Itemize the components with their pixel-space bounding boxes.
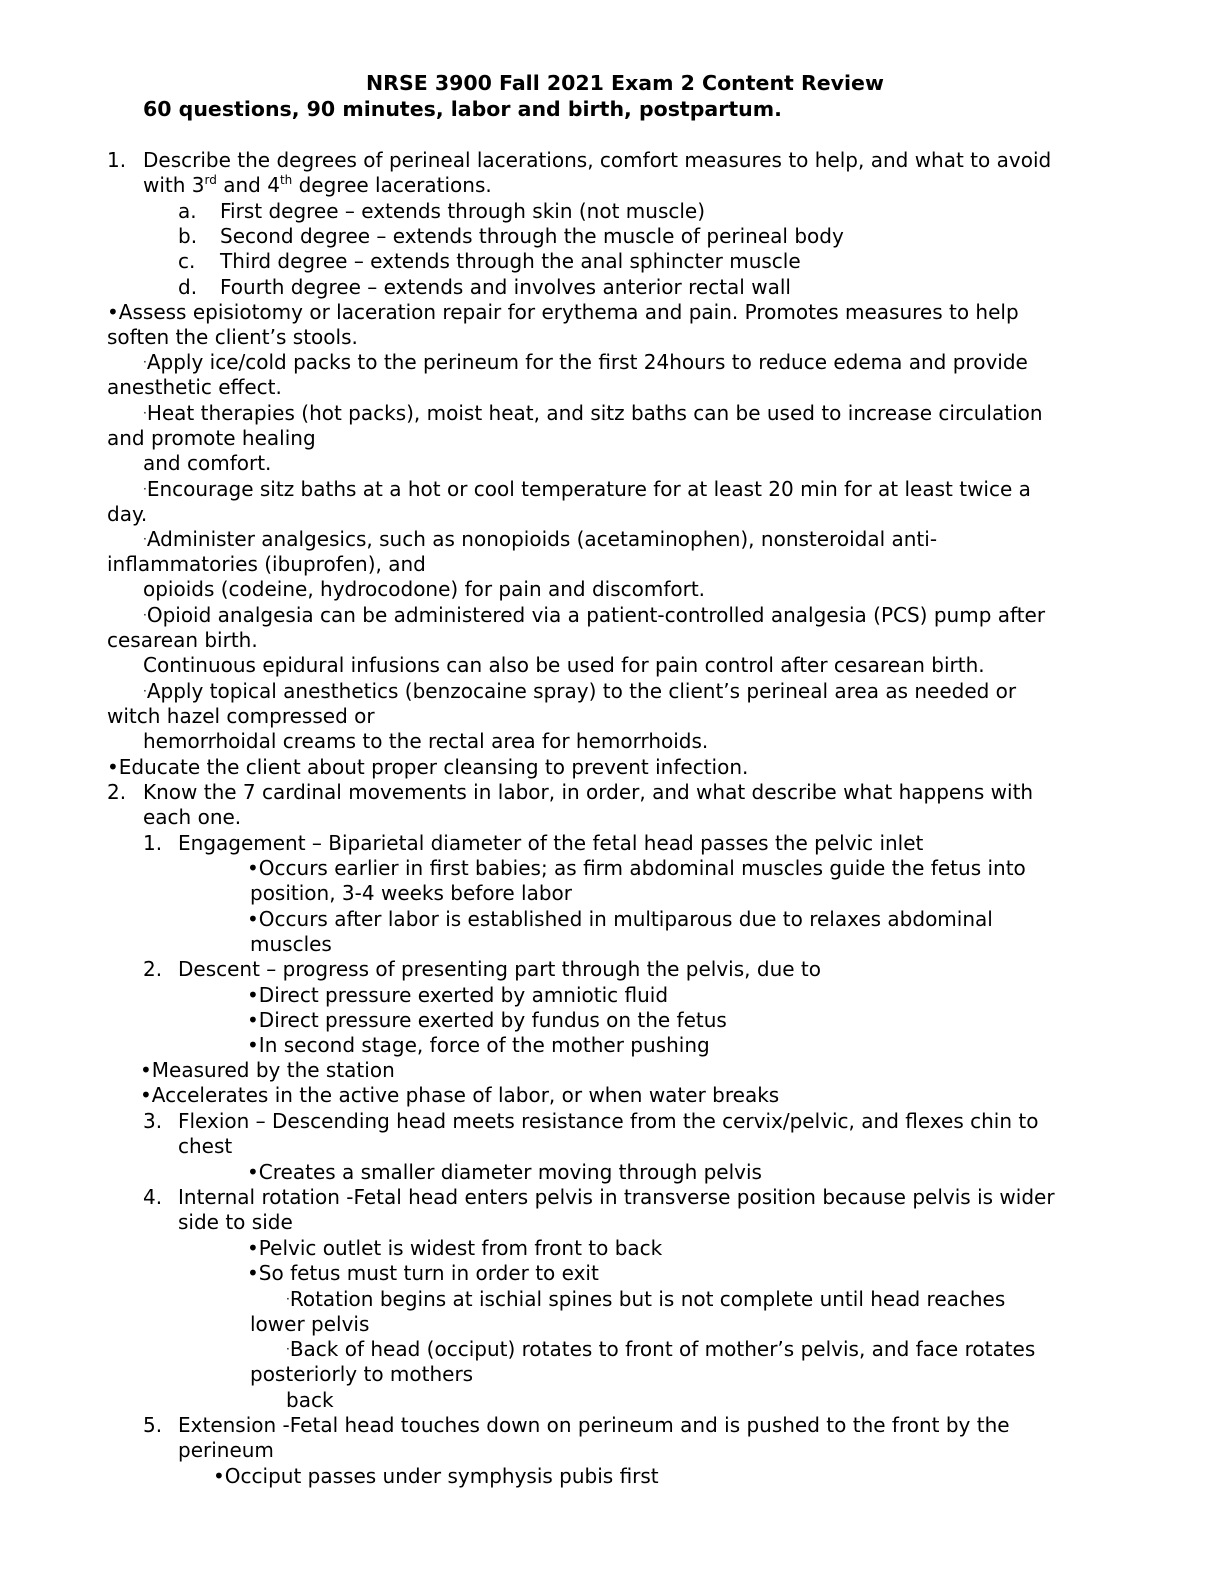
bullet-icon: • xyxy=(247,1261,259,1285)
measure-epidural: Continuous epidural infusions can also be used for pain control after cesarean birth. xyxy=(143,653,985,677)
question-2-text: Know the 7 cardinal movements in labor, in order, and what describe what happens with xyxy=(143,780,1034,804)
middot-icon: · xyxy=(143,406,147,420)
descent-bullet: •In second stage, force of the mother pushing xyxy=(247,1033,710,1057)
degree-marker: d. xyxy=(178,275,198,299)
engagement-bullet-cont: position, 3-4 weeks before labor xyxy=(250,881,572,905)
bullet-icon: • xyxy=(247,1008,259,1032)
measure-heat-cont: and promote healing xyxy=(107,426,316,450)
bullet-icon: • xyxy=(247,983,259,1007)
middot-icon: · xyxy=(286,1292,290,1306)
movement-number: 1. xyxy=(143,831,163,855)
measure-analgesics-cont: inflammatories (ibuprofen), and xyxy=(107,552,426,576)
bullet-icon: • xyxy=(107,300,119,324)
measure-topical-cont: witch hazel compressed or xyxy=(107,704,375,728)
flexion-bullet: •Creates a smaller diameter moving through pelvis xyxy=(247,1160,762,1184)
degree-marker: b. xyxy=(178,224,198,248)
question-2-number: 2. xyxy=(107,780,127,804)
rotation-sub-item-cont: lower pelvis xyxy=(250,1312,370,1336)
measure-heat-cont: and comfort. xyxy=(143,451,272,475)
movement-descent: Descent – progress of presenting part through the pelvis, due to xyxy=(178,957,821,981)
movement-flexion: Flexion – Descending head meets resistance from the cervix/pelvic, and flexes chin to xyxy=(178,1109,1039,1133)
bullet-icon: • xyxy=(247,907,259,931)
measure-analgesics-cont: opioids (codeine, hydrocodone) for pain and discomfort. xyxy=(143,577,706,601)
extension-bullet: •Occiput passes under symphysis pubis first xyxy=(213,1464,659,1488)
engagement-bullet: •Occurs after labor is established in multiparous due to relaxes abdominal xyxy=(247,907,993,931)
page-title: NRSE 3900 Fall 2021 Exam 2 Content Review xyxy=(366,71,884,95)
assess-bullet: •Assess episiotomy or laceration repair for erythema and pain. Promotes measures to help xyxy=(107,300,1019,324)
movement-extension-cont: perineum xyxy=(178,1438,274,1462)
bullet-icon: • xyxy=(107,755,119,779)
movement-number: 2. xyxy=(143,957,163,981)
descent-bullet: •Accelerates in the active phase of labor, or when water breaks xyxy=(140,1083,780,1107)
rotation-sub-item: ·Back of head (occiput) rotates to front of mother’s pelvis, and face rotates xyxy=(286,1337,1036,1361)
measure-heat: ·Heat therapies (hot packs), moist heat, and sitz baths can be used to increase circulation xyxy=(143,401,1043,425)
rotation-bullet: •Pelvic outlet is widest from front to back xyxy=(247,1236,663,1260)
movement-internal-rotation-cont: side to side xyxy=(178,1210,293,1234)
middot-icon: · xyxy=(143,684,147,698)
degree-third: Third degree – extends through the anal sphincter muscle xyxy=(220,249,801,273)
measure-analgesics: ·Administer analgesics, such as nonopioids (acetaminophen), nonsteroidal anti- xyxy=(143,527,938,551)
measure-opioid: ·Opioid analgesia can be administered via a patient-controlled analgesia (PCS) pump after xyxy=(143,603,1046,627)
movement-extension: Extension -Fetal head touches down on perineum and is pushed to the front by the xyxy=(178,1413,1010,1437)
descent-bullet: •Direct pressure exerted by fundus on the fetus xyxy=(247,1008,727,1032)
movement-number: 4. xyxy=(143,1185,163,1209)
question-1-text: Describe the degrees of perineal lacerations, comfort measures to help, and what to avoid xyxy=(143,148,1052,172)
movement-engagement: Engagement – Biparietal diameter of the fetal head passes the pelvic inlet xyxy=(178,831,924,855)
rotation-sub-item: ·Rotation begins at ischial spines but is not complete until head reaches xyxy=(286,1287,1006,1311)
degree-fourth: Fourth degree – extends and involves anterior rectal wall xyxy=(220,275,791,299)
rotation-sub-item-cont: back xyxy=(286,1388,334,1412)
question-1-number: 1. xyxy=(107,148,127,172)
movement-number: 3. xyxy=(143,1109,163,1133)
degree-marker: c. xyxy=(178,249,196,273)
measure-ice: ·Apply ice/cold packs to the perineum for the first 24hours to reduce edema and provide xyxy=(143,350,1028,374)
middot-icon: · xyxy=(143,608,147,622)
engagement-bullet: •Occurs earlier in first babies; as firm abdominal muscles guide the fetus into xyxy=(247,856,1026,880)
rotation-bullet: •So fetus must turn in order to exit xyxy=(247,1261,599,1285)
descent-bullet: •Measured by the station xyxy=(140,1058,395,1082)
bullet-icon: • xyxy=(140,1083,152,1107)
degree-marker: a. xyxy=(178,199,197,223)
question-1-text-cont: with 3rd and 4th degree lacerations. xyxy=(143,173,492,197)
degree-second: Second degree – extends through the muscle of perineal body xyxy=(220,224,844,248)
measure-ice-cont: anesthetic effect. xyxy=(107,375,282,399)
middot-icon: · xyxy=(143,355,147,369)
measure-topical-cont: hemorrhoidal creams to the rectal area for hemorrhoids. xyxy=(143,729,709,753)
measure-topical: ·Apply topical anesthetics (benzocaine spray) to the client’s perineal area as needed or xyxy=(143,679,1017,703)
movement-internal-rotation: Internal rotation -Fetal head enters pelvis in transverse position because pelvis is wider xyxy=(178,1185,1055,1209)
movement-flexion-cont: chest xyxy=(178,1134,233,1158)
bullet-icon: • xyxy=(247,1160,259,1184)
educate-bullet: •Educate the client about proper cleansing to prevent infection. xyxy=(107,755,749,779)
measure-sitz-cont: day. xyxy=(107,502,148,526)
engagement-bullet-cont: muscles xyxy=(250,932,332,956)
degree-first: First degree – extends through skin (not muscle) xyxy=(220,199,706,223)
bullet-icon: • xyxy=(247,1033,259,1057)
middot-icon: · xyxy=(143,532,147,546)
bullet-icon: • xyxy=(213,1464,225,1488)
descent-bullet: •Direct pressure exerted by amniotic fluid xyxy=(247,983,669,1007)
bullet-icon: • xyxy=(140,1058,152,1082)
bullet-icon: • xyxy=(247,856,259,880)
question-2-text-cont: each one. xyxy=(143,805,242,829)
measure-sitz: ·Encourage sitz baths at a hot or cool temperature for at least 20 min for at least twice a xyxy=(143,477,1031,501)
assess-bullet-cont: soften the client’s stools. xyxy=(107,325,358,349)
bullet-icon: • xyxy=(247,1236,259,1260)
middot-icon: · xyxy=(143,482,147,496)
measure-opioid-cont: cesarean birth. xyxy=(107,628,258,652)
movement-number: 5. xyxy=(143,1413,163,1437)
page-subtitle: 60 questions, 90 minutes, labor and birth, postpartum. xyxy=(143,97,782,121)
middot-icon: · xyxy=(286,1342,290,1356)
rotation-sub-item-cont: posteriorly to mothers xyxy=(250,1362,474,1386)
